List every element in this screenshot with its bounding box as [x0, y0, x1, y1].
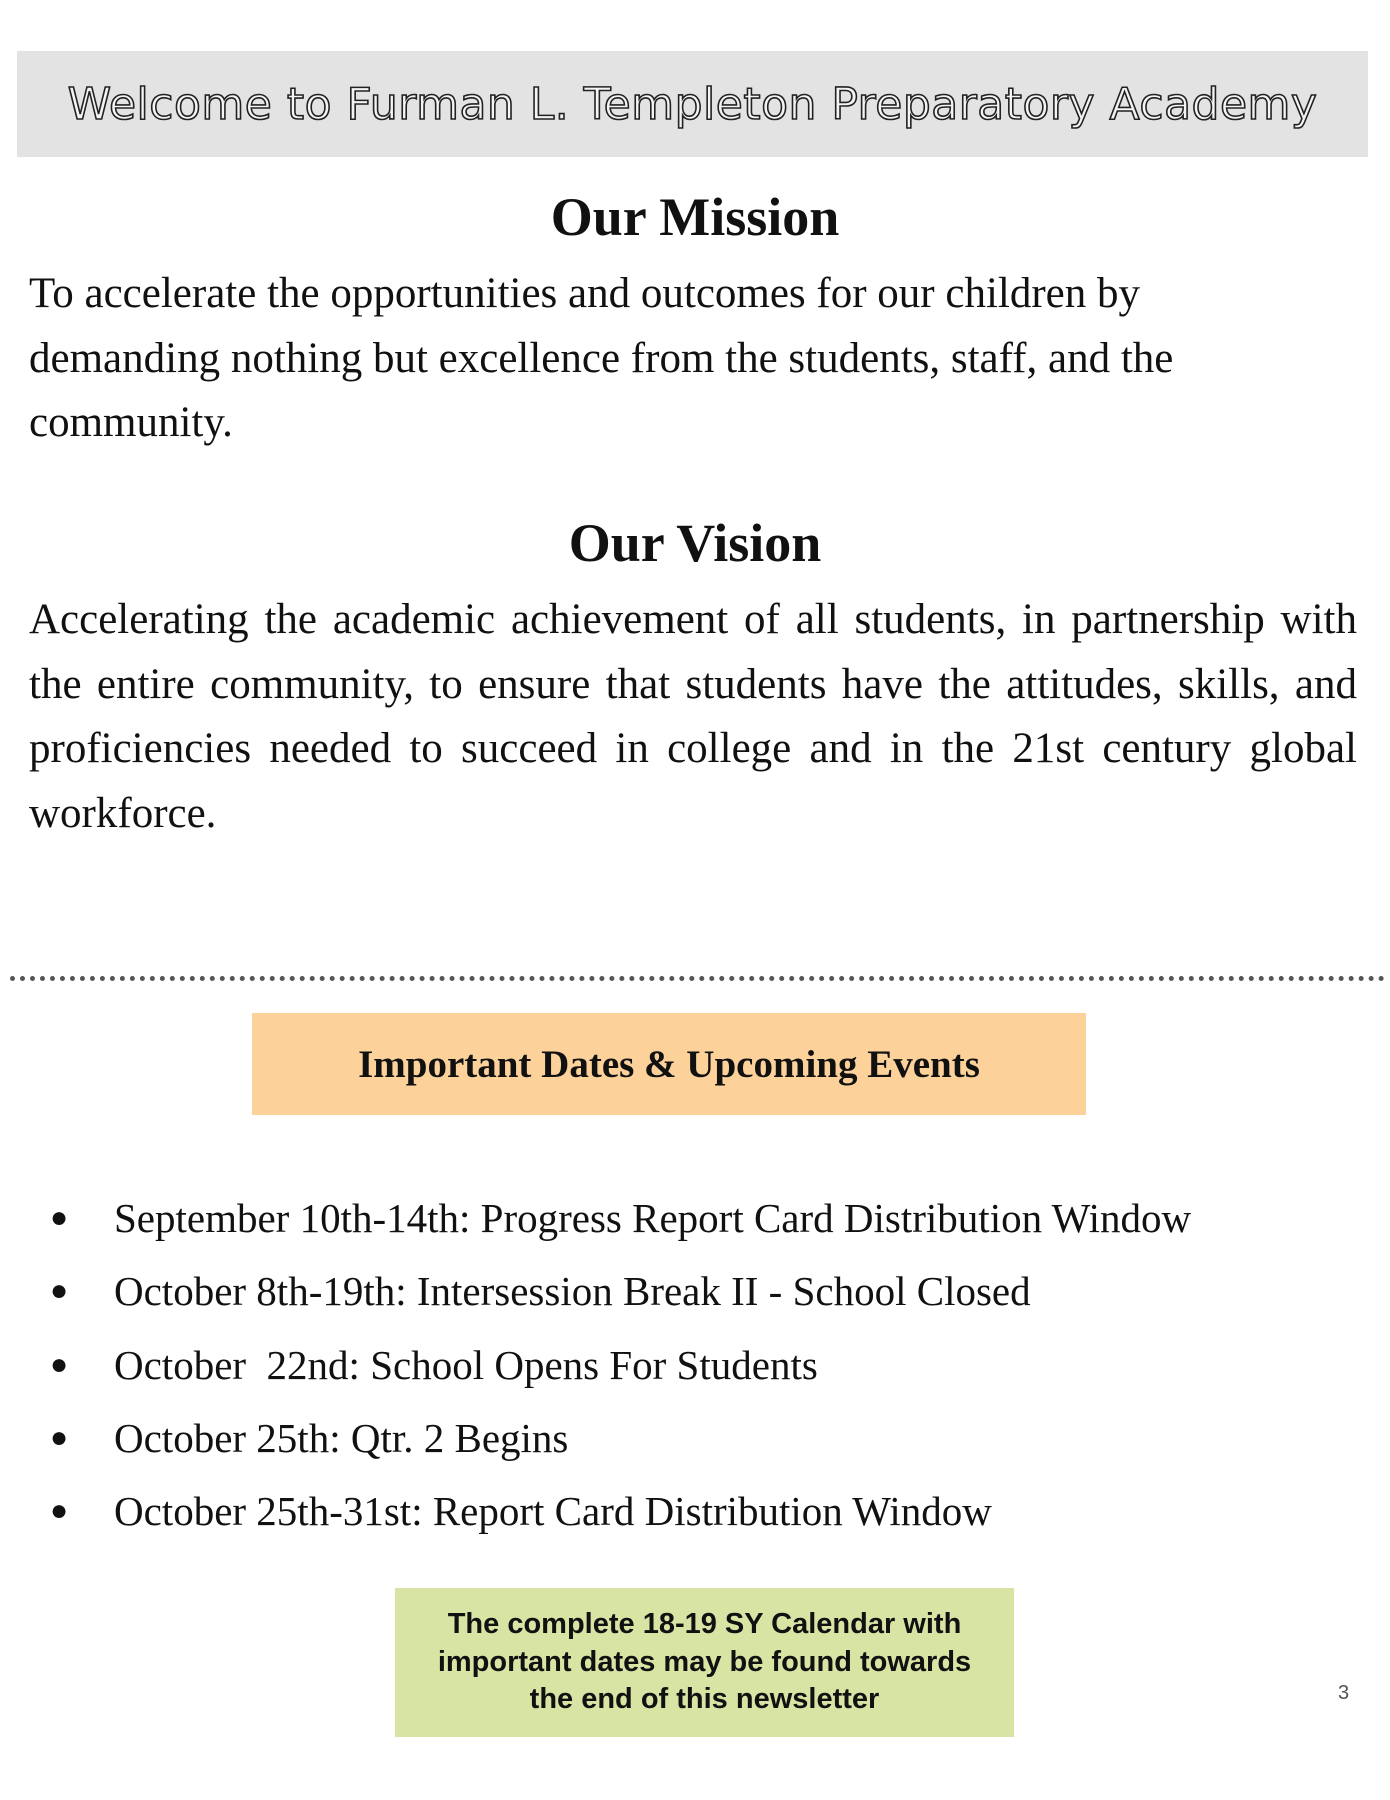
bullet-icon: ● — [50, 1494, 69, 1528]
events-heading: Important Dates & Upcoming Events — [358, 1042, 980, 1086]
bullet-icon: ● — [50, 1347, 69, 1381]
event-text: October 25th-31st: Report Card Distribution Window — [114, 1488, 992, 1535]
list-item — [0, 1332, 1191, 1405]
event-text: October 25th: Qtr. 2 Begins — [114, 1414, 569, 1461]
calendar-note: The complete 18-19 SY Calendar with important dates may be found towards the end of this newsletter — [437, 1608, 972, 1716]
event-text: September 10th-14th: Progress Report Card Distribution Window — [114, 1195, 1192, 1241]
dotted-divider — [10, 976, 1385, 981]
bullet-icon: ● — [50, 1201, 69, 1234]
events-heading-box — [252, 1013, 1086, 1115]
calendar-note-box — [395, 1588, 1014, 1737]
welcome-banner — [17, 51, 1368, 157]
list-item — [0, 1478, 1191, 1551]
events-list — [0, 1185, 1191, 1551]
event-text: October 22nd: School Opens For Students — [114, 1341, 818, 1388]
mission-text: To accelerate the opportunities and outcomes for our children by demanding nothing but excellence from the students, staff, and the community. — [29, 270, 1174, 446]
list-item — [0, 1258, 1191, 1331]
list-item — [0, 1405, 1191, 1478]
mission-heading: Our Mission — [550, 187, 840, 247]
vision-text: Accelerating the academic achievement of all students, in partnership with the entire community, to ensure that students have the attitudes, skills, and proficiencies needed to succeed in college and in the 21st century global workforce. — [29, 596, 1357, 837]
welcome-title: Welcome to Furman L. Templeton Preparatory Academy — [67, 78, 1318, 130]
bullet-icon: ● — [50, 1274, 69, 1308]
page-number: 3 — [1338, 1682, 1350, 1704]
vision-heading: Our Vision — [568, 513, 822, 573]
list-item — [0, 1185, 1191, 1258]
event-text: October 8th-19th: Intersession Break II - School Closed — [114, 1268, 1031, 1315]
bullet-icon: ● — [50, 1420, 69, 1454]
